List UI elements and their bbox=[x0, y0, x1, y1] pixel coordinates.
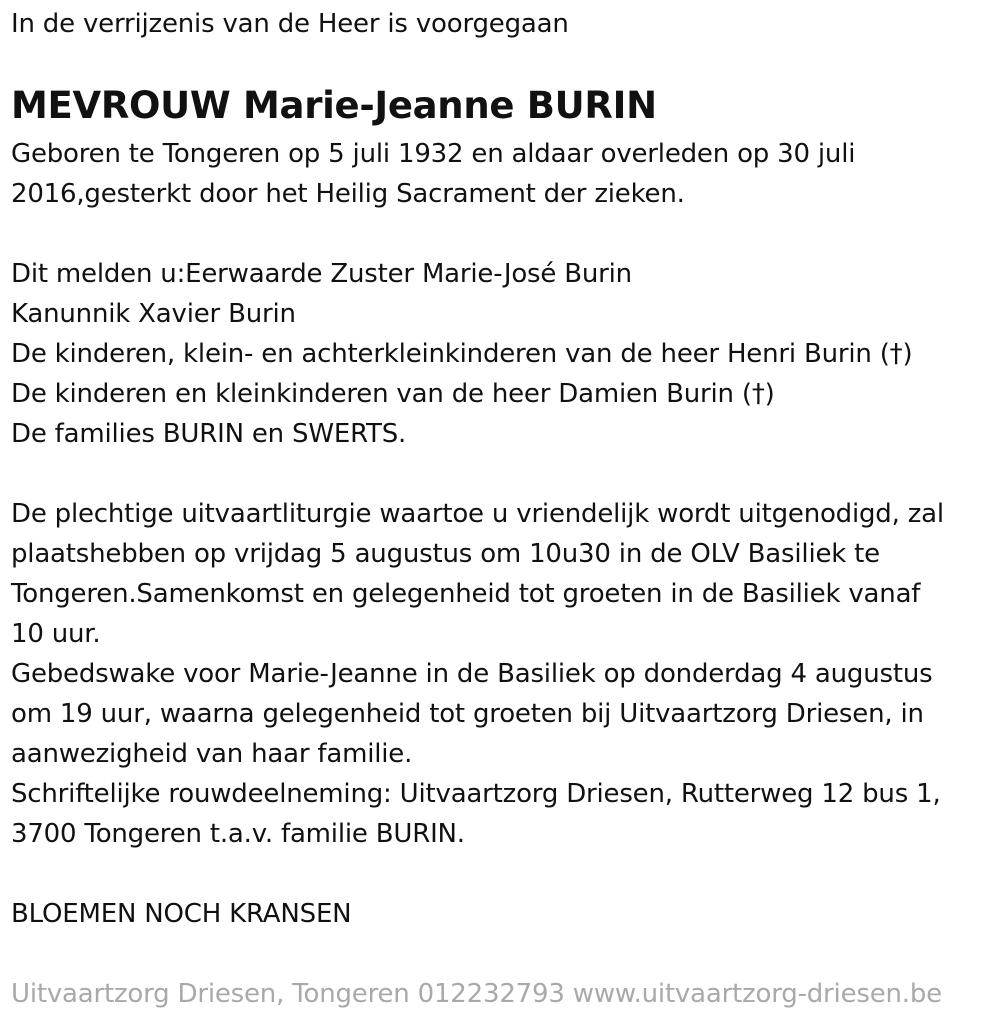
text-line: De kinderen en kleinkinderen van de heer Damien Burin (†) bbox=[11, 379, 775, 409]
text-line: De families BURIN en SWERTS. bbox=[11, 419, 407, 449]
text-line: Gebedswake voor Marie-Jeanne in de Basiliek op donderdag 4 augustus bbox=[11, 659, 933, 689]
text-line: Schriftelijke rouwdeelneming: Uitvaartzorg Driesen, Rutterweg 12 bus 1, bbox=[11, 779, 941, 809]
text-line: Kanunnik Xavier Burin bbox=[11, 299, 296, 329]
text-line: plaatshebben op vrijdag 5 augustus om 10u30 in de OLV Basiliek te bbox=[11, 539, 880, 569]
text-line: aanwezigheid van haar familie. bbox=[11, 739, 413, 769]
text-line: Dit melden u:Eerwaarde Zuster Marie-José Burin bbox=[11, 259, 632, 289]
intro-text: In de verrijzenis van de Heer is voorgegaan bbox=[11, 9, 569, 39]
flowers-note bbox=[11, 894, 351, 934]
birth-death-paragraph bbox=[11, 134, 855, 214]
text-line: Geboren te Tongeren op 5 juli 1932 en aldaar overleden op 30 juli bbox=[11, 139, 856, 169]
text-line: De kinderen, klein- en achterkleinkinderen van de heer Henri Burin (†) bbox=[11, 339, 913, 369]
text-line: 3700 Tongeren t.a.v. familie BURIN. bbox=[11, 819, 465, 849]
text-line: 2016,gesterkt door het Heilig Sacrament der zieken. bbox=[11, 179, 685, 209]
text-line: De plechtige uitvaartliturgie waartoe u vriendelijk wordt uitgenodigd, zal bbox=[11, 499, 944, 529]
ceremony-paragraph bbox=[11, 494, 944, 854]
text-line: om 19 uur, waarna gelegenheid tot groeten bij Uitvaartzorg Driesen, in bbox=[11, 699, 924, 729]
text-line: Tongeren.Samenkomst en gelegenheid tot groeten in de Basiliek vanaf bbox=[11, 579, 921, 609]
footer-contact: Uitvaartzorg Driesen, Tongeren 012232793 www.uitvaartzorg-driesen.be bbox=[11, 979, 942, 1009]
text-line: BLOEMEN NOCH KRANSEN bbox=[11, 899, 352, 929]
announcers-paragraph bbox=[11, 254, 912, 454]
deceased-name: MEVROUW Marie-Jeanne BURIN bbox=[11, 84, 657, 127]
text-line: 10 uur. bbox=[11, 619, 101, 649]
